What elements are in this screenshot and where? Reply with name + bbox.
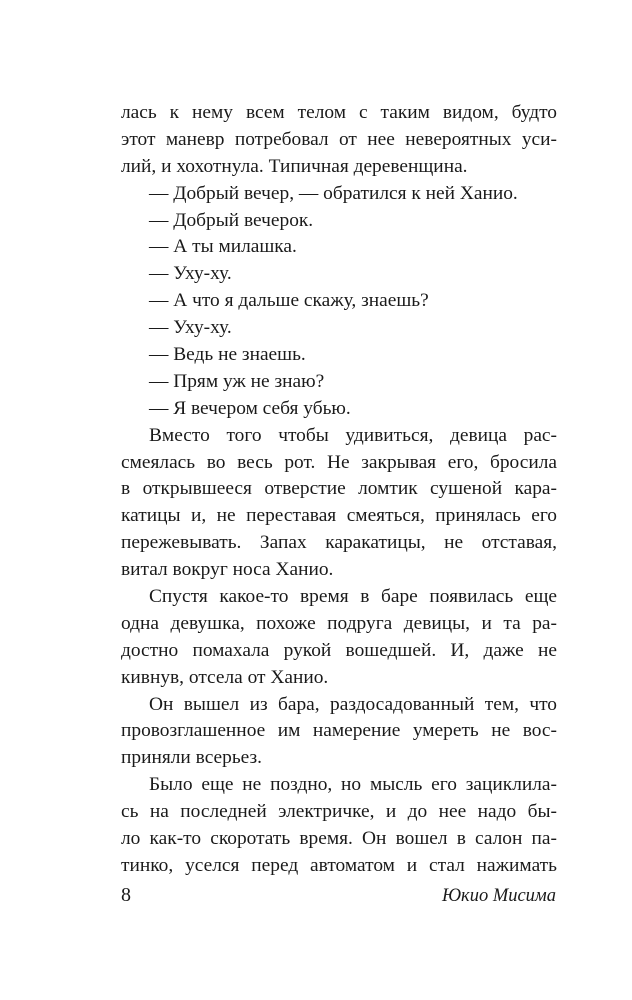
dialogue-line: — Уху-ху. [149,263,232,285]
dialogue-line: — Ведь не знаешь. [149,344,306,366]
page-number: 8 [121,884,131,906]
text-line: лий, и хохотнула. Типичная деревенщина. [121,155,468,177]
text-line: Вместо того чтобы удивиться, девица рас- [149,424,557,446]
text-line: пережевывать. Запах каракатицы, не отставая, [121,532,557,554]
text-line: лась к нему всем телом с таким видом, будто [121,102,557,123]
text-line: одна девушка, похоже подруга девицы, и та ра- [121,612,557,634]
text-line: ло как-то скоротать время. Он вошел в салон па- [121,828,557,850]
text-line: витал вокруг носа Ханио. [121,559,334,581]
dialogue-line: — А что я дальше скажу, знаешь? [149,290,429,312]
dialogue-line: — Уху-ху. [149,317,232,339]
text-line: провозглашенное им намерение умереть не вос- [121,720,557,742]
text-line: приняли всерьез. [121,747,263,769]
text-line: Было еще не поздно, но мысль его зациклила- [149,774,557,796]
dialogue-line: — Добрый вечер, — обратился к ней Ханио. [149,182,518,204]
text-line: в открывшееся отверстие ломтик сушеной кара- [121,478,557,500]
dialogue-line: — А ты милашка. [149,236,297,258]
text-line: сь на последней электричке, и до нее надо бы- [121,801,557,823]
text-line: Спустя какое-то время в баре появилась еще [149,586,557,608]
text-line: этот маневр потребовал от нее невероятных уси- [121,128,557,150]
text-line: смеялась во весь рот. Не закрывая его, бросила [121,451,557,473]
running-footer-author: Юкио Мисима [441,886,556,906]
body-text [121,100,557,880]
dialogue-line: — Прям уж не знаю? [149,370,325,392]
dialogue-line: — Я вечером себя убью. [149,397,351,419]
text-line: достно помахала рукой вошедшей. И, даже не [121,639,557,661]
dialogue-line: — Добрый вечерок. [149,209,314,231]
text-line: тинко, уселся перед автоматом и стал нажимать [121,854,557,876]
text-line: катицы и, не переставая смеяться, принялась его [121,505,557,527]
text-line: Он вышел из бара, раздосадованный тем, что [149,693,557,715]
text-line: кивнув, отсела от Ханио. [121,666,329,688]
